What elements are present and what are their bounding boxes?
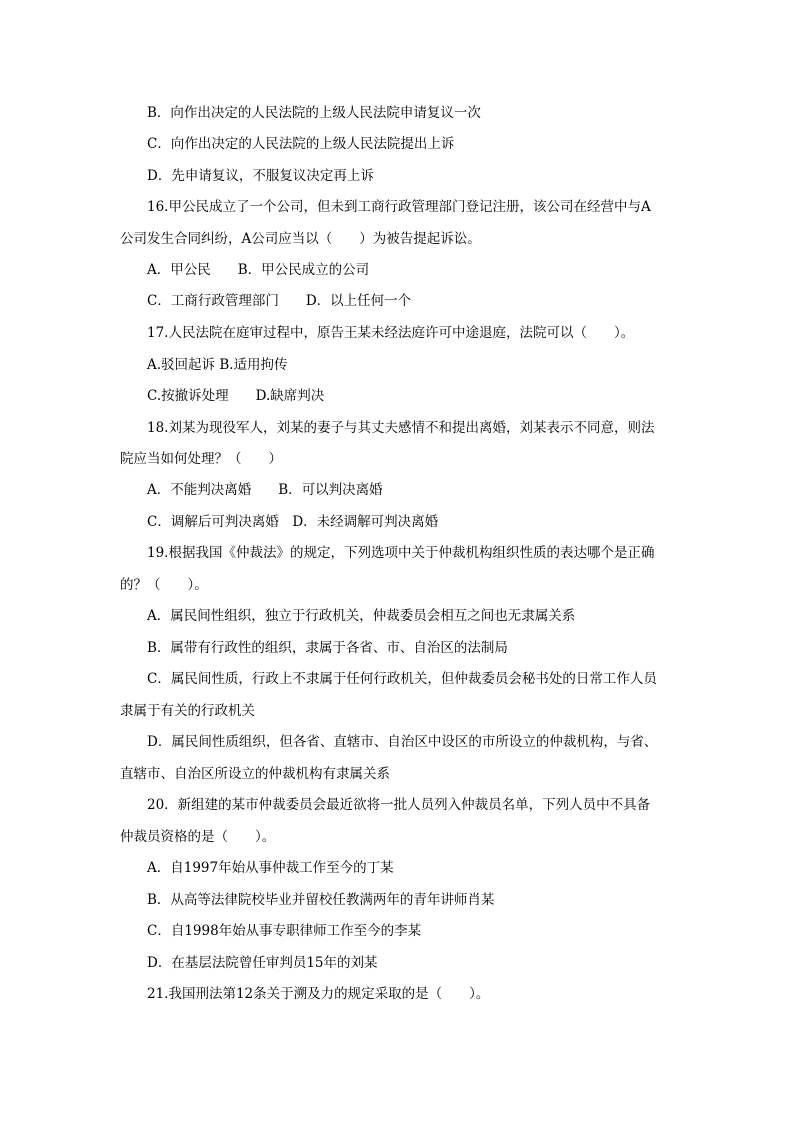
- question-line: 20．新组建的某市仲裁委员会最近欲将一批人员列入仲裁员名单，下列人员中不具备: [147, 797, 651, 813]
- option-line: A．自1997年始从事仲裁工作至今的丁某: [147, 860, 394, 876]
- option-line: A．甲公民 B．甲公民成立的公司: [147, 262, 370, 278]
- option-line: B．向作出决定的人民法院的上级人民法院申请复议一次: [147, 105, 481, 121]
- option-line: D．在基层法院曾任审判员15年的刘某: [147, 955, 378, 971]
- option-line: B．属带有行政性的组织，隶属于各省、市、自治区的法制局: [147, 640, 508, 656]
- question-line: 16.甲公民成立了一个公司，但未到工商行政管理部门登记注册，该公司在经营中与A: [147, 199, 651, 215]
- question-continuation: 院应当如何处理？（ ）: [120, 451, 282, 467]
- question-line: 18.刘某为现役军人，刘某的妻子与其丈夫感情不和提出离婚，刘某表示不同意，则法: [147, 420, 655, 436]
- question-line: 17.人民法院在庭审过程中，原告王某未经法庭许可中途退庭，法院可以（ ）。: [147, 325, 635, 341]
- option-continuation: 隶属于有关的行政机关: [120, 703, 255, 719]
- option-line: A．属民间性组织，独立于行政机关，仲裁委员会相互之间也无隶属关系: [147, 608, 576, 624]
- option-line: A．不能判决离婚 B．可以判决离婚: [147, 482, 383, 498]
- option-line: C．自1998年始从事专职律师工作至今的李某: [147, 923, 422, 939]
- option-line: C.按撤诉处理 D.缺席判决: [147, 388, 325, 404]
- option-line: A.驳回起诉 B.适用拘传: [147, 357, 288, 373]
- option-line: D．属民间性质组织，但各省、直辖市、自治区中设区的市所设立的仲裁机构，与省、: [147, 734, 658, 750]
- option-line: C．属民间性质，行政上不隶属于任何行政机关，但仲裁委员会秘书处的日常工作人员: [147, 671, 657, 687]
- question-continuation: 公司发生合同纠纷，A公司应当以（ ）为被告提起诉讼。: [120, 231, 481, 247]
- option-line: C．向作出决定的人民法院的上级人民法院提出上诉: [147, 136, 455, 152]
- question-continuation: 的？（ ）。: [120, 577, 208, 593]
- question-line: 19.根据我国《仲裁法》的规定，下列选项中关于仲裁机构组织性质的表达哪个是正确: [147, 545, 655, 561]
- option-continuation: 直辖市、自治区所设立的仲裁机构有隶属关系: [120, 766, 390, 782]
- option-line: C．工商行政管理部门 D．以上任何一个: [147, 293, 412, 309]
- option-line: B．从高等法律院校毕业并留校任教满两年的青年讲师肖某: [147, 892, 495, 908]
- option-line: C．调解后可判决离婚 D．未经调解可判决离婚: [147, 514, 439, 530]
- question-line: 21.我国刑法第12条关于溯及力的规定采取的是（ ）。: [147, 986, 490, 1002]
- option-line: D．先申请复议，不服复议决定再上诉: [147, 168, 374, 184]
- question-continuation: 仲裁员资格的是（ ）。: [120, 829, 276, 845]
